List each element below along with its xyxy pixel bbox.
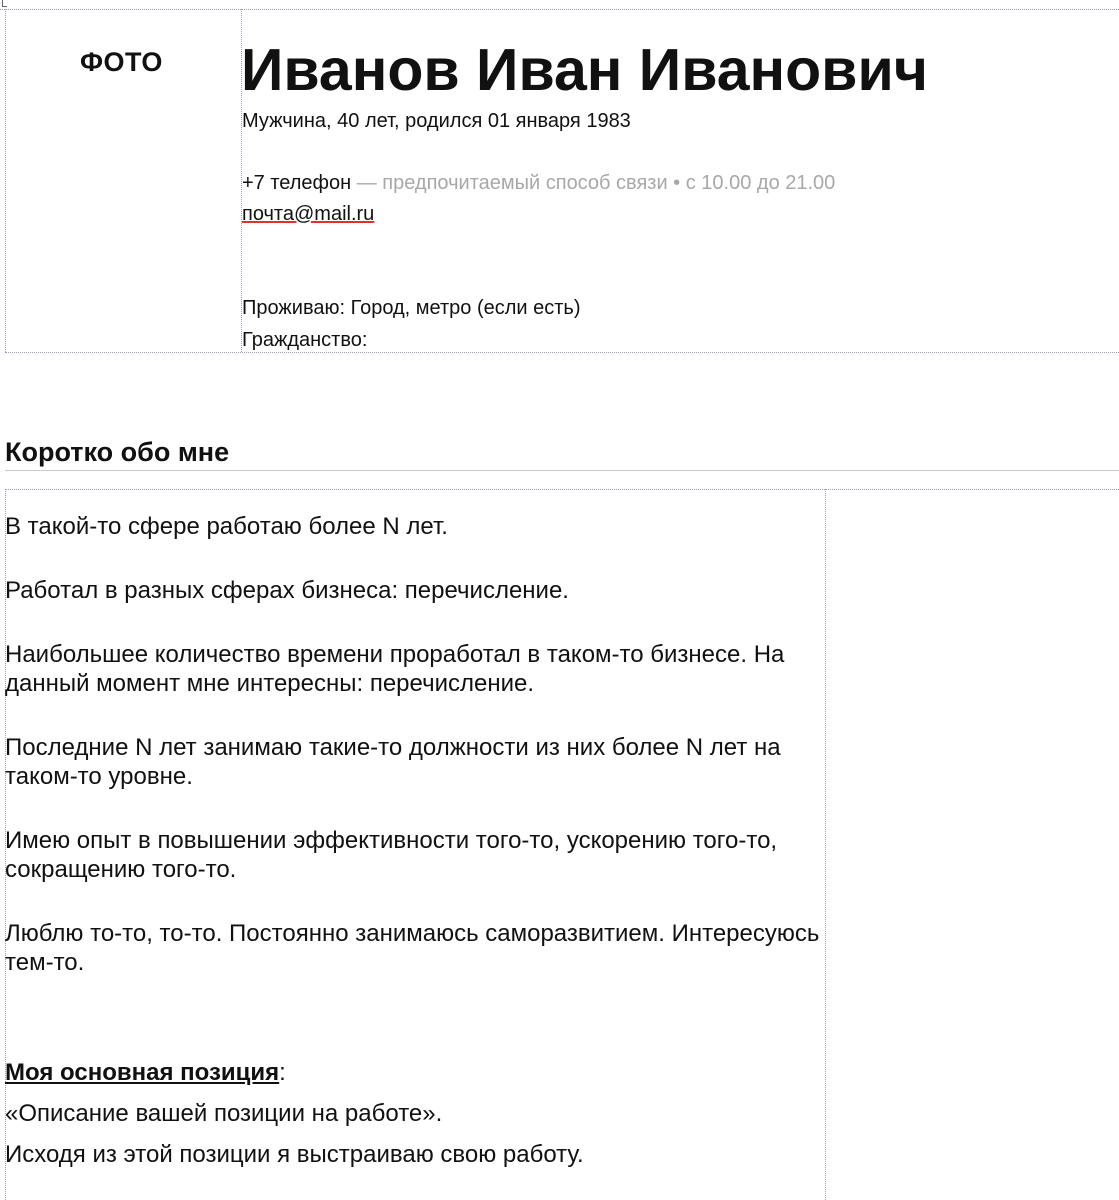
about-paragraph: В такой-то сфере работаю более N лет.: [5, 513, 448, 540]
about-paragraph: Наибольшее количество времени проработал в таком-то бизнесе. На данный момент мне интересны: перечисление.: [5, 641, 785, 697]
about-text: [5, 512, 823, 1012]
about-paragraph: Люблю то-то, то-то. Постоянно занимаюсь саморазвитием. Интересуюсь тем-то.: [5, 920, 820, 976]
header-table-bottom: [5, 352, 1119, 353]
text-boundary-mark: [2, 0, 7, 7]
phone-number: +7 телефон: [242, 172, 352, 194]
position-note: Исходя из этой позиции я выстраиваю свою работу.: [5, 1141, 584, 1168]
position-heading: [5, 1059, 286, 1087]
position-description: «Описание вашей позиции на работе».: [5, 1100, 443, 1127]
about-column-divider: [825, 489, 826, 1200]
email-line: [242, 203, 374, 226]
about-section-title: Коротко обо мне: [5, 437, 230, 467]
phone-note: — предпочитаемый способ связи • с 10.00 до 21.00: [351, 172, 836, 194]
about-table-top: [5, 489, 1119, 490]
about-paragraph: Работал в разных сферах бизнеса: перечисление.: [5, 577, 569, 604]
photo-placeholder: ФОТО: [80, 47, 163, 77]
residence: Проживаю: Город, метро (если есть): [242, 297, 581, 319]
phone-line: [242, 172, 835, 195]
about-paragraph: Имею опыт в повышении эффективности того-то, ускорению того-то, сокращению того-то.: [5, 827, 778, 883]
citizenship: Гражданство:: [242, 329, 368, 351]
section-divider: [5, 470, 1119, 471]
about-paragraph: Последние N лет занимаю такие-то должности из них более N лет на таком-то уровне.: [5, 734, 781, 790]
table-border-top: [0, 9, 1119, 10]
position-heading-label: Моя основная позиция: [5, 1059, 280, 1086]
personal-info: Мужчина, 40 лет, родился 01 января 1983: [242, 110, 631, 132]
email-link[interactable]: почта@mail.ru: [242, 203, 375, 225]
full-name: Иванов Иван Иванович: [241, 37, 928, 103]
position-heading-colon: :: [279, 1059, 286, 1086]
table-border-left: [5, 9, 6, 352]
